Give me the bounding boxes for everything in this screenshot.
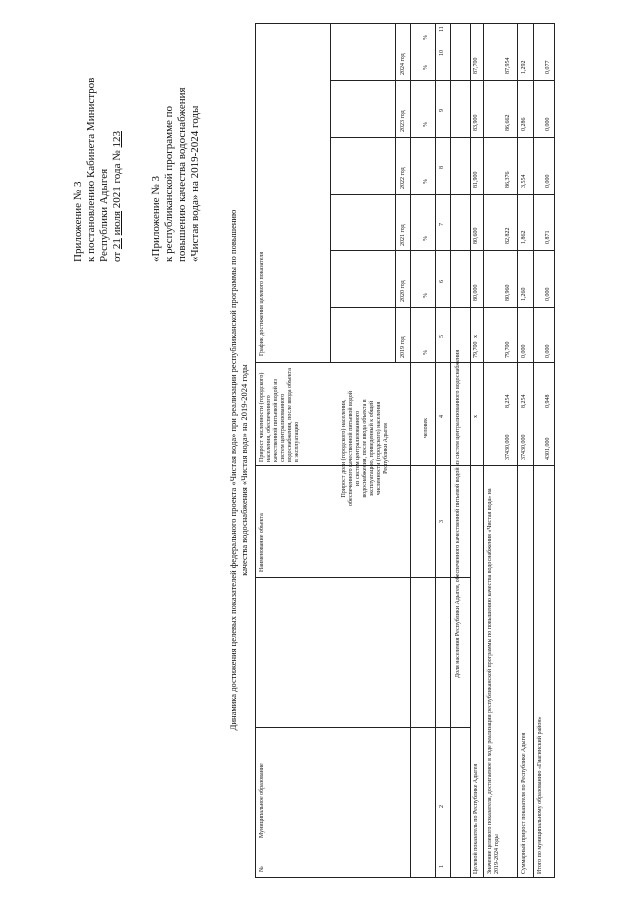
col-number: 3 [439, 520, 445, 523]
row-value: 0,000 [545, 174, 551, 188]
row-value: 0,000 [545, 117, 551, 131]
header-municipality: Муниципальное образование [259, 763, 265, 838]
unit-percent: % [423, 122, 429, 127]
row-value: 80,960 [505, 284, 511, 301]
year-header: 2019 год [400, 336, 406, 358]
row-value: 87,954 [505, 57, 511, 74]
row-value: 0,871 [545, 230, 551, 244]
row-value: х [473, 415, 479, 418]
data-table [255, 23, 555, 878]
row-value: 1,862 [521, 230, 527, 244]
sub-header-line: к республиканской программе по [163, 105, 175, 262]
col-number: 1 [439, 865, 445, 868]
row-value: 0,000 [521, 344, 527, 358]
row-value: 8,254 [505, 394, 511, 408]
row-value: 79,700 [473, 341, 479, 358]
row-value: 4301,000 [545, 437, 551, 460]
row-value: 0,286 [521, 117, 527, 131]
header-num: № [259, 866, 265, 872]
sub-header-block [150, 87, 202, 262]
row-value: 8,254 [521, 394, 527, 408]
col-number: 10 [439, 50, 445, 56]
decree-line: Республики Адыгея [98, 168, 110, 262]
col-number: 8 [439, 166, 445, 169]
header-block [72, 78, 124, 262]
row-value: 37430,000 [505, 434, 511, 460]
appendix-title: Приложение № 3 [72, 181, 84, 262]
unit-percent: % [423, 65, 429, 70]
year-header: 2022 год [400, 167, 406, 189]
sub-header-line: «Чистая вода» на 2019-2024 годы [189, 105, 201, 262]
unit-percent: % [423, 179, 429, 184]
row-value: 0,077 [545, 60, 551, 74]
sub-header-line: повышению качества водоснабжения [176, 87, 188, 262]
row-label: Целевой показатель по Республике Адыгея [473, 763, 479, 874]
row-value: 87,700 [473, 57, 479, 74]
col-number: 7 [439, 223, 445, 226]
col-number: 9 [439, 109, 445, 112]
row-value: 0,948 [545, 394, 551, 408]
row-label: Суммарный прирост показателя по Республике Адыгея [521, 732, 527, 874]
unit-percent: % [423, 293, 429, 298]
row-value: 86,376 [505, 171, 511, 188]
col-number: 5 [439, 335, 445, 338]
row-value: 80,000 [473, 284, 479, 301]
row-value: 1,292 [521, 60, 527, 74]
row-value: 1,260 [521, 287, 527, 301]
row-value: 0,000 [545, 344, 551, 358]
decree-date: от 21 июля 2021 года № 123 [111, 131, 123, 262]
year-header: 2020 год [400, 280, 406, 302]
decree-line: к постановлению Кабинета Министров [85, 77, 97, 262]
header-object-name: Наименование объекта [259, 513, 265, 572]
year-header: 2024 год [400, 53, 406, 75]
unit-percent: % [423, 35, 429, 40]
col-number: 2 [439, 805, 445, 808]
header-share-growth-text: Прирост доли (городского) населения, обеспеченного качественной питьевой водой из систем централизованного водоснабжения, после ввода объекта в эксплуатацию, приведенный к общей численности (городского) населения Республики Адыгея [341, 391, 389, 506]
unit-percent: % [423, 350, 429, 355]
row-label: Значение целевого показателя, достигаемое в ходе реализации республиканской программы по повышению качества водоснабжения «Чистая вода» на 2019-2024 годы [487, 488, 500, 874]
section-title: Доля населения Республики Адыгея, обеспеченного качественной питьевой водой из систем централизованного водоснабжения [455, 349, 461, 678]
row-value: 82,822 [505, 227, 511, 244]
sub-appendix-title: «Приложение № 3 [150, 175, 162, 262]
unit-percent: % [423, 236, 429, 241]
row-value: 0,000 [545, 287, 551, 301]
row-value: 83,900 [473, 114, 479, 131]
col-number: 6 [439, 280, 445, 283]
year-header: 2023 год [400, 110, 406, 132]
col-number: 11 [439, 26, 445, 32]
row-value: 37430,000 [521, 434, 527, 460]
col-number: 4 [439, 415, 445, 418]
row-value: 3,554 [521, 174, 527, 188]
unit-people: человек [423, 417, 429, 438]
row-value: 81,900 [473, 171, 479, 188]
page-title: Динамика достижения целевых показателей федерального проекта «Чистая вода» при реализации республиканской программы по повышению качества водоснабжения «Чистая вода» на 2019-2024 годы [228, 209, 249, 731]
year-header: 2021 год [400, 224, 406, 246]
row-label: Итого по муниципальному образованию «Гиагинский район» [537, 716, 543, 874]
header-schedule: График достижения целевого показателя [259, 251, 265, 356]
row-value: х [473, 335, 479, 338]
row-value: 86,662 [505, 114, 511, 131]
row-value: 80,600 [473, 227, 479, 244]
header-population-growth: Прирост численности (городского) населения, обеспеченного качественной питьевой водой из систем централизованного водоснабжения, после ввода объекта в эксплуатацию [259, 368, 300, 462]
row-value: 79,700 [505, 341, 511, 358]
